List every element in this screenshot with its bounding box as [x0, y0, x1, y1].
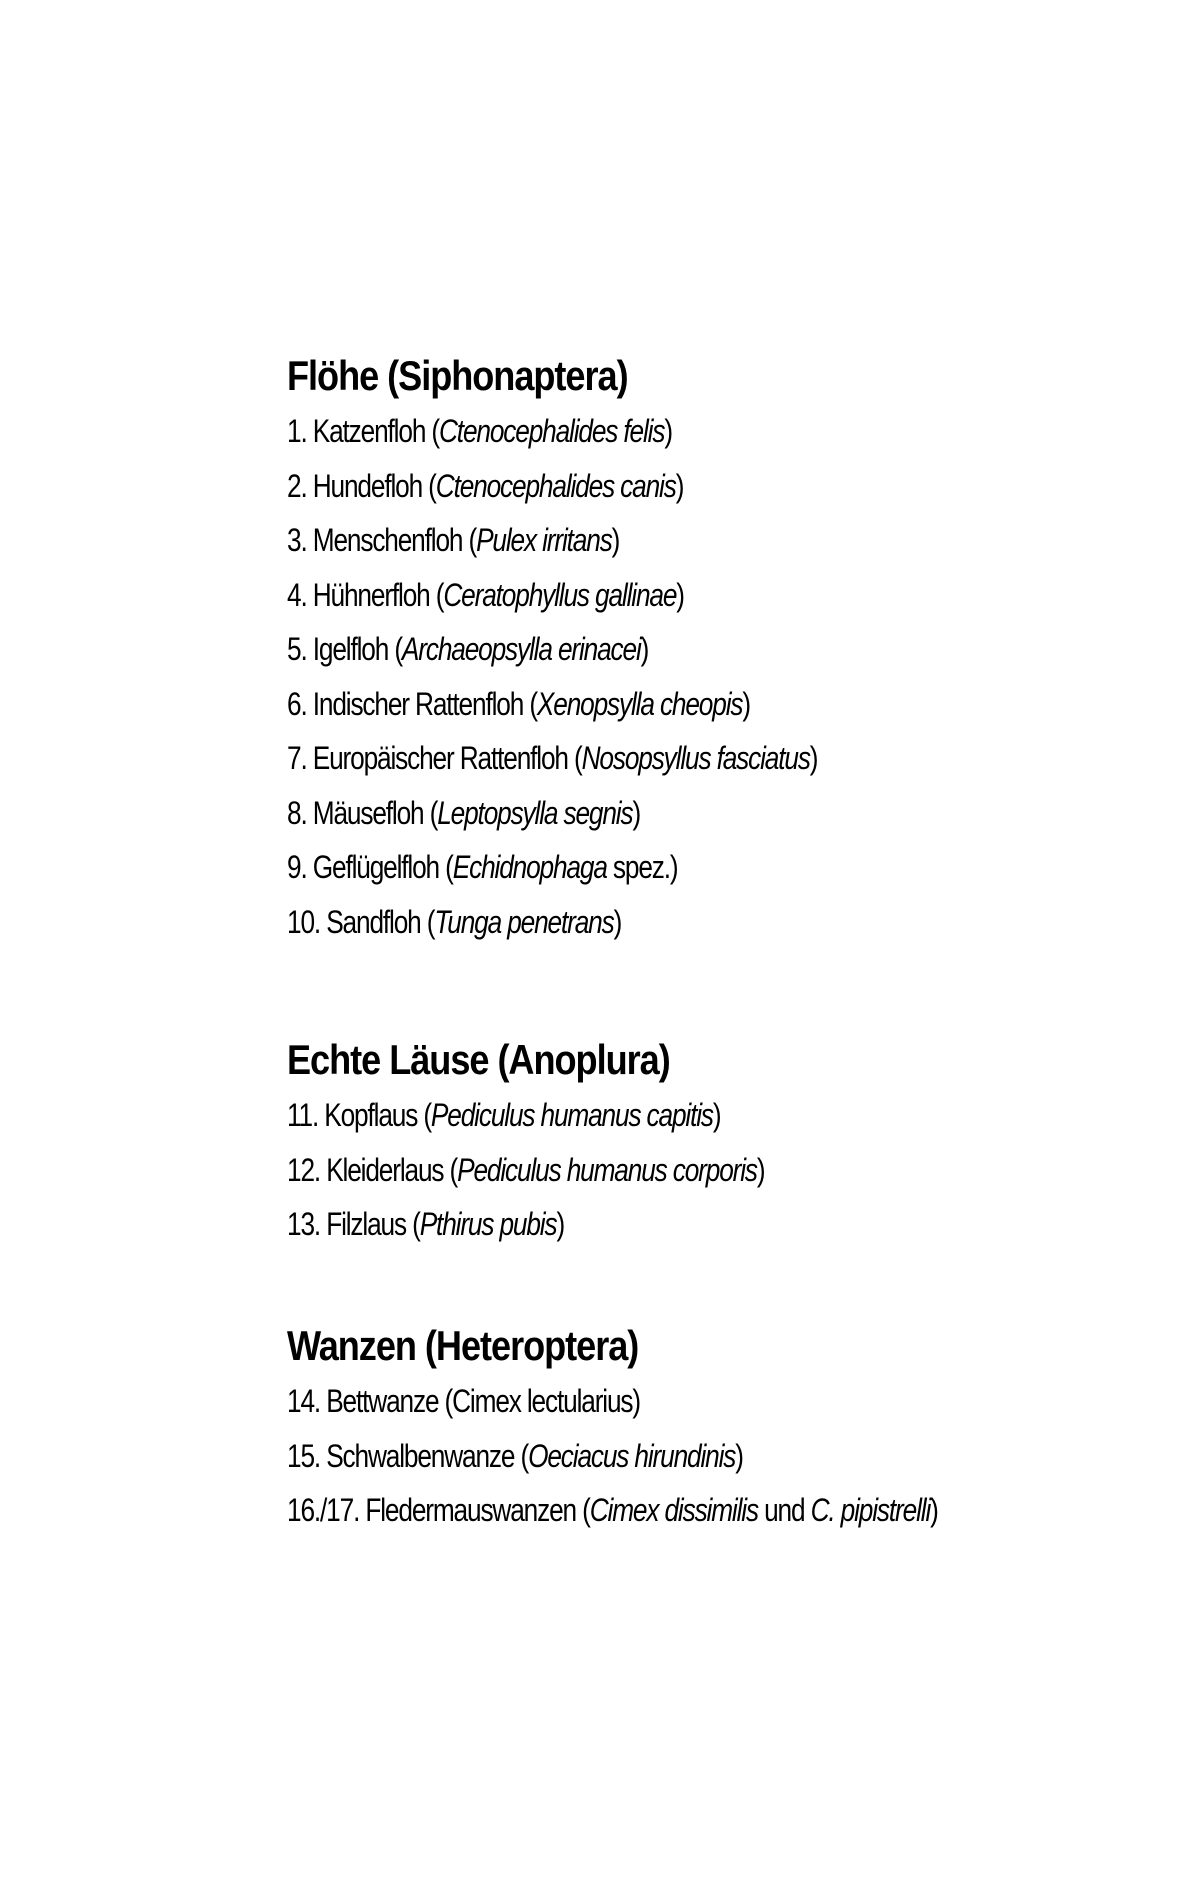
- entry-number: 7.: [287, 740, 307, 776]
- entry-scientific-name: Ctenocephalides canis: [435, 467, 676, 504]
- entry-scientific-name: Archaeopsylla erinacei: [401, 631, 641, 667]
- list-item: 3. Menschenfloh (Pulex irritans): [287, 522, 620, 558]
- entry-common-name: Kopflaus: [324, 1097, 418, 1133]
- entry-number: 8.: [287, 794, 307, 831]
- entry-common-name: Geflügelfloh: [312, 849, 440, 885]
- entry-common-name: Indischer Rattenfloh: [312, 685, 524, 722]
- list-item: 12. Kleiderlaus (Pediculus humanus corporis): [287, 1151, 765, 1188]
- entry-number: 14.: [287, 1383, 321, 1419]
- entry-number: 12.: [287, 1151, 321, 1188]
- list-item: 9. Geflügelfloh (Echidnophaga spez.): [287, 849, 678, 885]
- entry-list: [287, 404, 1167, 949]
- entry-scientific-name: Tunga penetrans: [434, 903, 614, 940]
- entry-common-name: Kleiderlaus: [326, 1151, 444, 1188]
- list-item: 11. Kopflaus (Pediculus humanus capitis): [287, 1097, 721, 1133]
- section-title: Echte Läuse (Anoplura): [287, 1036, 670, 1083]
- entry-common-name: Katzenfloh: [312, 413, 426, 449]
- entry-number: 13.: [287, 1206, 321, 1242]
- entry-common-name: Mäusefloh: [312, 794, 424, 831]
- list-item: 15. Schwalbenwanze (Oeciacus hirundinis): [287, 1437, 743, 1474]
- entry-number: 16./17.: [287, 1492, 360, 1528]
- entry-common-name: Schwalbenwanze: [326, 1437, 515, 1474]
- entry-scientific-name-2: C. pipistrelli: [810, 1492, 931, 1528]
- entry-scientific-name: Pediculus humanus corporis: [457, 1151, 757, 1188]
- list-item: 5. Igelfloh (Archaeopsylla erinacei): [287, 631, 649, 667]
- entry-number: 11.: [287, 1097, 319, 1133]
- entry-scientific-name: Cimex lectularius: [452, 1383, 633, 1419]
- entry-scientific-name: Echidnophaga: [452, 849, 607, 885]
- entry-scientific-name: Oeciacus hirundinis: [528, 1437, 736, 1474]
- list-item: 13. Filzlaus (Pthirus pubis): [287, 1206, 565, 1242]
- entry-scientific-name: Xenopsylla cheopis: [536, 685, 743, 722]
- entry-number: 4.: [287, 576, 307, 613]
- entry-common-name: Igelfloh: [312, 631, 389, 667]
- section-floehe: [287, 348, 1167, 949]
- entry-number: 3.: [287, 522, 307, 558]
- entry-number: 9.: [287, 849, 307, 885]
- list-item: 7. Europäischer Rattenfloh (Nosopsyllus fasciatus): [287, 740, 818, 776]
- entry-scientific-name: Cimex dissimilis: [589, 1492, 758, 1528]
- list-item: 4. Hühnerfloh (Ceratophyllus gallinae): [287, 576, 684, 613]
- entry-number: 5.: [287, 631, 307, 667]
- entry-scientific-name: Nosopsyllus fasciatus: [581, 740, 810, 776]
- section-title: Flöhe (Siphonaptera): [287, 352, 628, 399]
- entry-number: 10.: [287, 903, 321, 940]
- list-item: 8. Mäusefloh (Leptopsylla segnis): [287, 794, 641, 831]
- entry-common-name: Europäischer Rattenfloh: [312, 740, 568, 776]
- entry-list: [287, 1374, 1167, 1538]
- entry-number: 15.: [287, 1437, 321, 1474]
- entry-scientific-name: Pulex irritans: [476, 522, 612, 558]
- entry-scientific-name: Ceratophyllus gallinae: [443, 576, 677, 613]
- list-item: 16./17. Fledermauswanzen (Cimex dissimilis und C. pipistrelli): [287, 1492, 938, 1528]
- entry-number: 2.: [287, 467, 307, 504]
- entry-list: [287, 1088, 1167, 1252]
- section-wanzen: [287, 1318, 1167, 1538]
- list-item: 10. Sandfloh (Tunga penetrans): [287, 903, 622, 940]
- entry-common-name: Fledermauswanzen: [365, 1492, 576, 1528]
- entry-conjunction: und: [757, 1492, 811, 1528]
- entry-scientific-name: Pthirus pubis: [419, 1206, 557, 1242]
- section-echte-laeuse: [287, 1032, 1167, 1252]
- entry-number: 6.: [287, 685, 307, 722]
- entry-scientific-name: Ctenocephalides felis: [439, 413, 665, 449]
- entry-common-name: Hundefloh: [312, 467, 423, 504]
- entry-number: 1.: [287, 413, 307, 449]
- section-title: Wanzen (Heteroptera): [287, 1322, 639, 1369]
- entry-common-name: Bettwanze: [326, 1383, 439, 1419]
- list-item: 1. Katzenfloh (Ctenocephalides felis): [287, 413, 672, 449]
- entry-common-name: Sandfloh: [326, 903, 421, 940]
- entry-scientific-name: Leptopsylla segnis: [437, 794, 633, 831]
- list-item: 2. Hundefloh (Ctenocephalides canis): [287, 467, 684, 504]
- entry-common-name: Hühnerfloh: [312, 576, 430, 613]
- list-item: 6. Indischer Rattenfloh (Xenopsylla cheopis): [287, 685, 750, 722]
- entry-common-name: Filzlaus: [326, 1206, 406, 1242]
- list-item: 14. Bettwanze (Cimex lectularius): [287, 1383, 640, 1419]
- entry-scientific-name: Pediculus humanus capitis: [430, 1097, 713, 1133]
- entry-common-name: Menschenfloh: [312, 522, 463, 558]
- entry-suffix: spez.: [606, 849, 670, 885]
